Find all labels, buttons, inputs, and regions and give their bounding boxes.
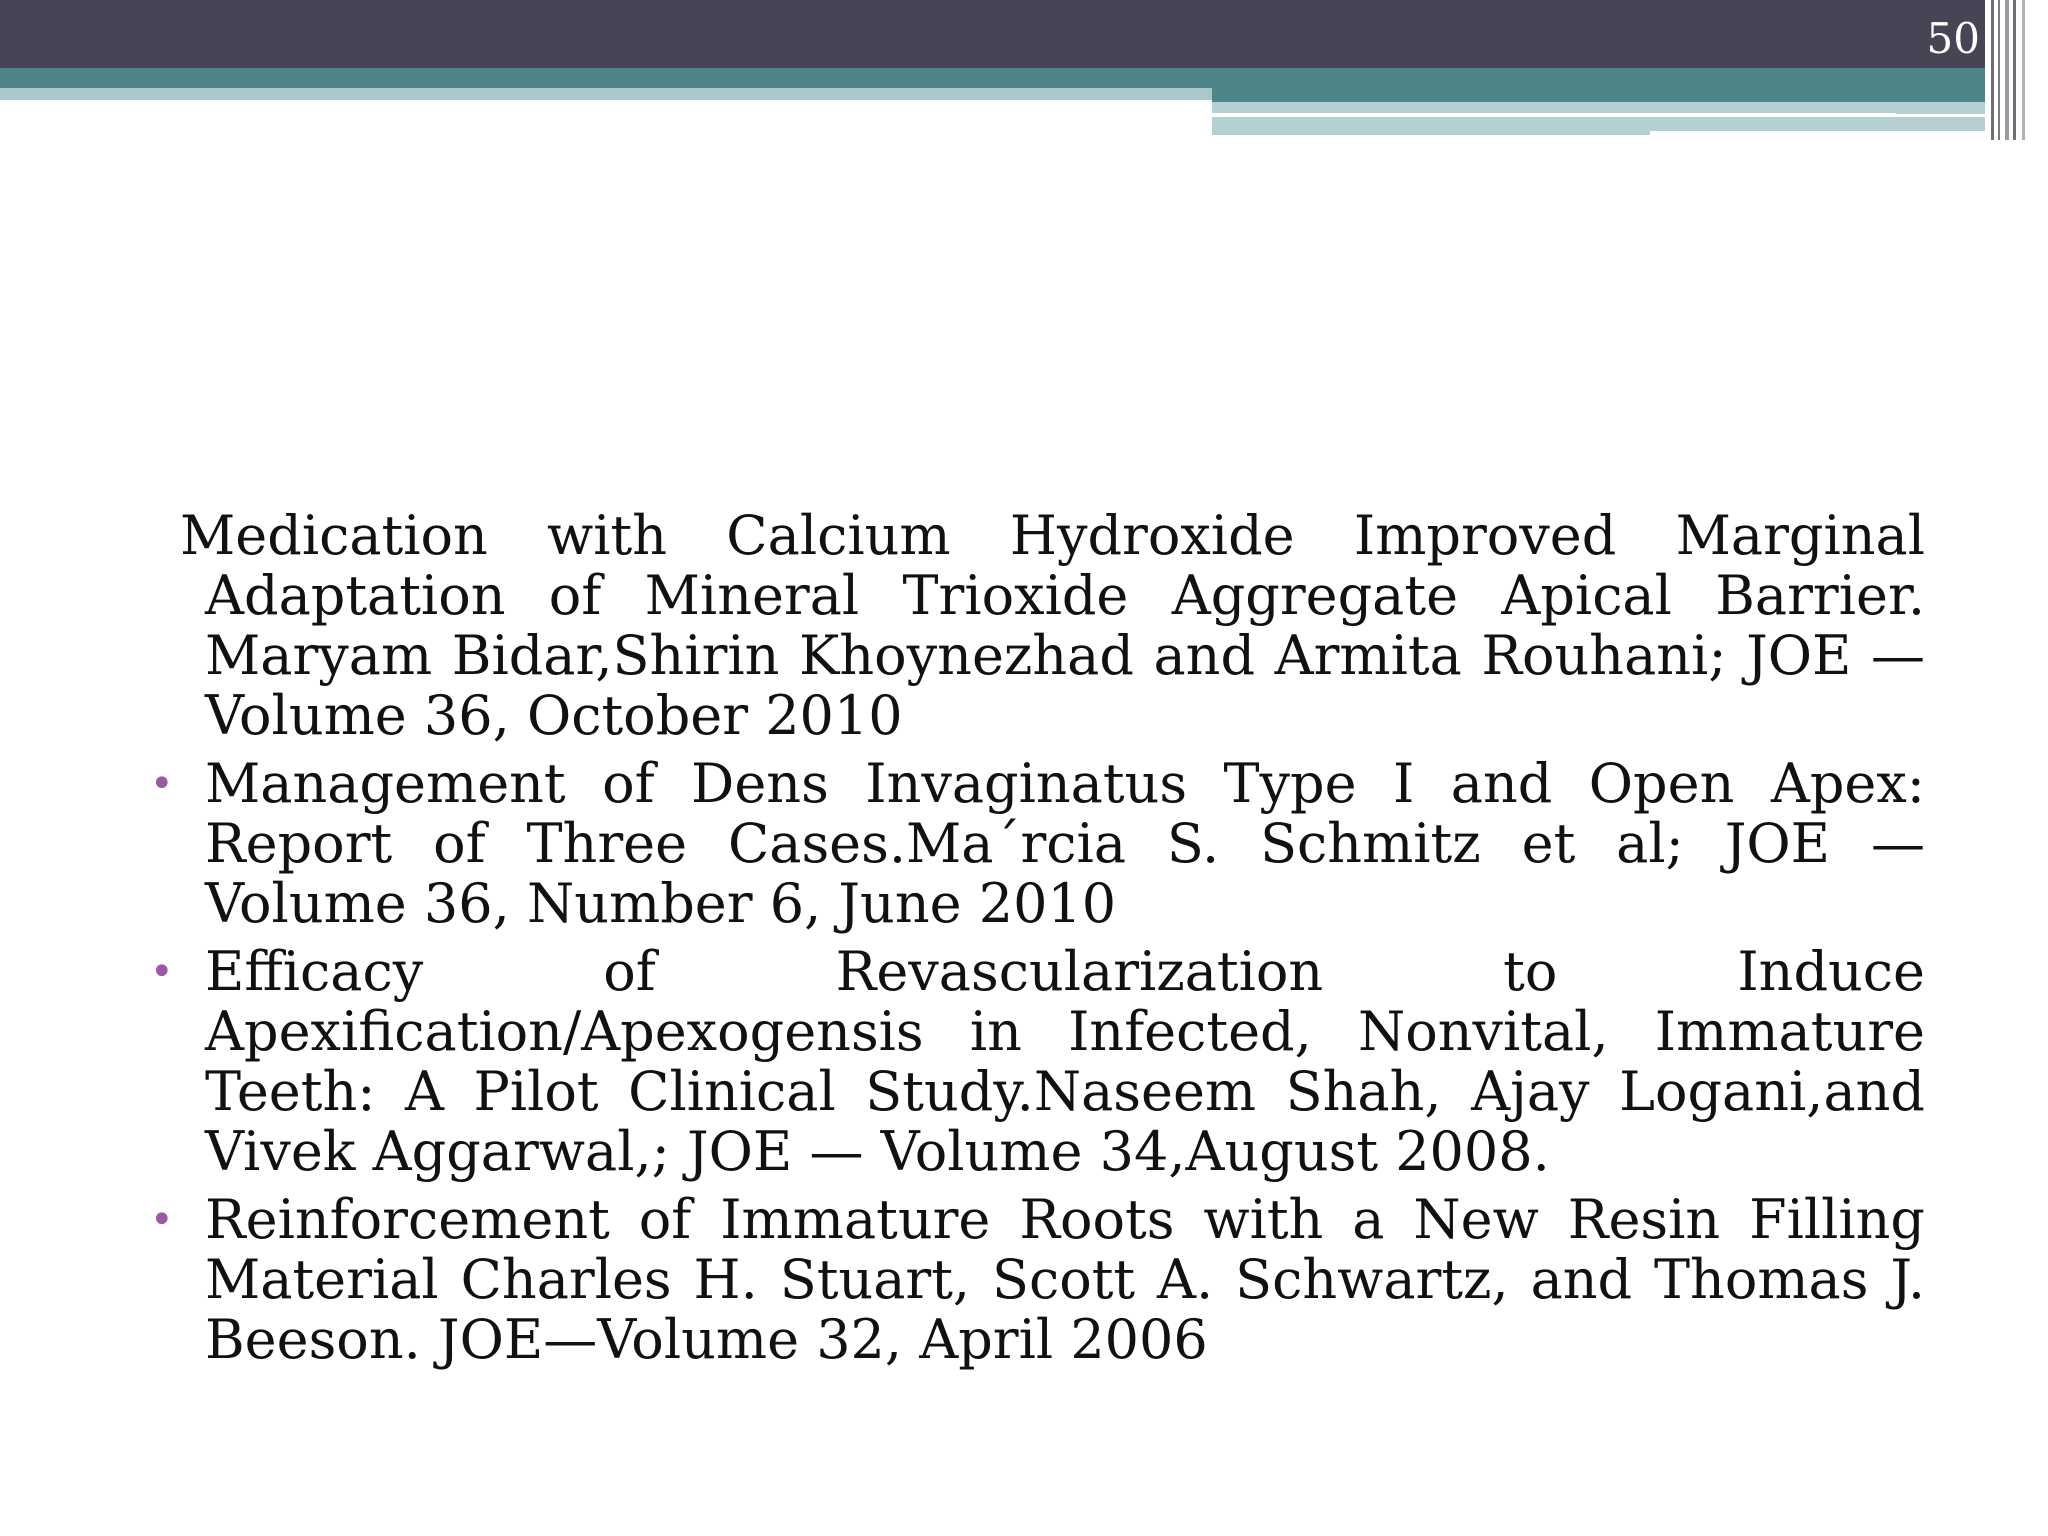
bullet-icon: • [150,949,174,995]
header-band-light [0,88,1212,100]
reference-item [140,506,1925,746]
header-band-dark [0,0,1995,68]
reference-item [140,1190,1925,1370]
header-band-teal [0,68,1995,88]
reference-text: Management of Dens Invaginatus Type I and Open Apex: Report of Three Cases.Ma´rcia S. Schmitz et al; JOE — Volume 36, Number 6, June 2010 [205,752,1925,935]
header-divider-line-lower [1650,131,1995,135]
reference-text: Reinforcement of Immature Roots with a New Resin Filling Material Charles H. Stuart, Scott A. Schwartz, and Thomas J. Beeson. JOE—Volume 32, April 2006 [205,1188,1925,1371]
reference-item [140,754,1925,934]
reference-list [140,506,1925,1378]
reference-item [140,942,1925,1182]
reference-text: Medication with Calcium Hydroxide Improved Marginal Adaptation of Mineral Trioxide Aggregate Apical Barrier. Maryam Bidar,Shirin Khoynezhad and Armita Rouhani; JOE — Volume 36, October 2010 [180,504,1925,747]
header-band-teal-right [1212,88,1995,102]
header-vertical-stripes [1985,0,2048,140]
bullet-icon: • [150,761,174,807]
reference-text: Efficacy of Revascularization to Induce Apexification/Apexogensis in Infected, Nonvital, Immature Teeth: A Pilot Clinical Study.Naseem Shah, Ajay Logani,and Vivek Aggarwal,; JOE — Volume 34,August 2008. [205,940,1925,1183]
page-number: 50 [1926,14,1980,63]
bullet-icon: • [150,1197,174,1243]
